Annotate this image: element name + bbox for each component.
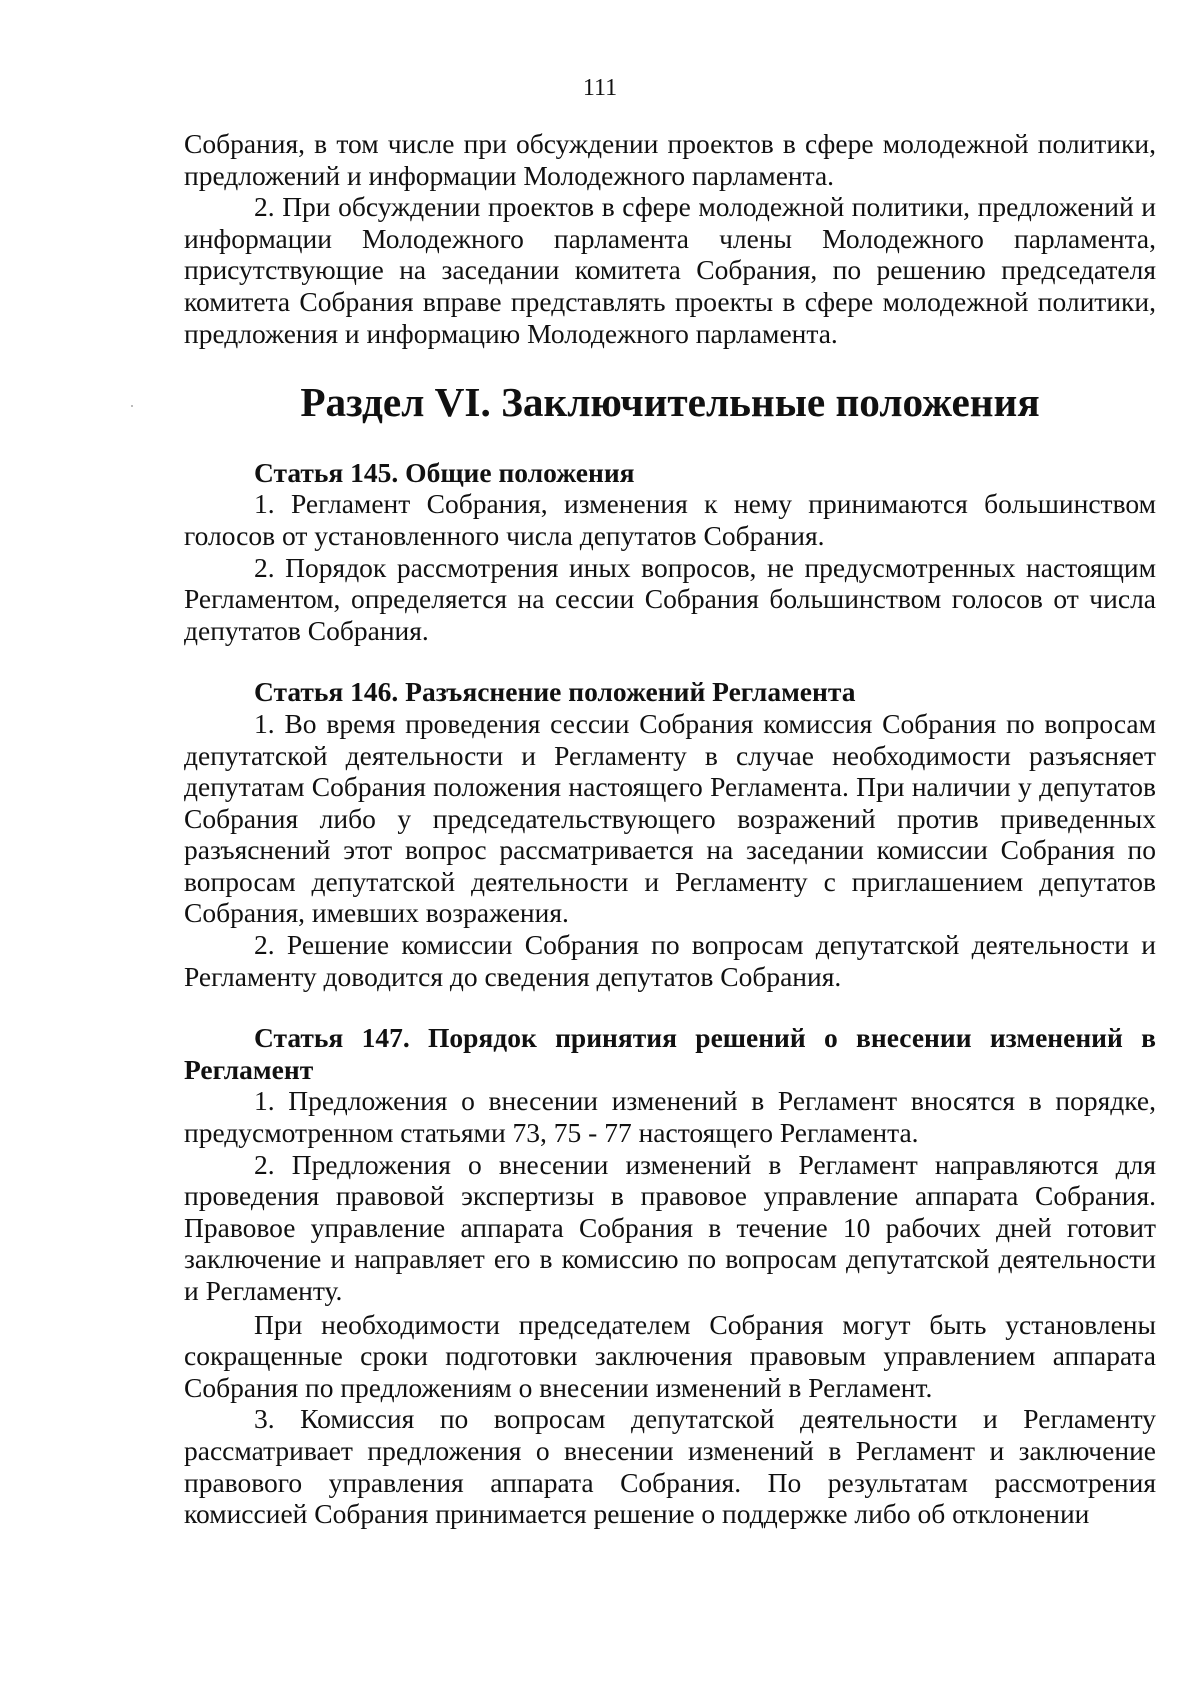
paragraph: При необходимости председателем Собрания могут быть установлены сокращенные сроки подготовки заключения правовым управлением аппарата Собрания по предложениям о внесении изменений в Регламент.	[184, 1308, 1156, 1403]
document-body	[184, 128, 1156, 1530]
section-heading: Раздел VI. Заключительные положения	[300, 379, 1040, 426]
paragraph: 2. Порядок рассмотрения иных вопросов, не предусмотренных настоящим Регламентом, определяется на сессии Собрания большинством голосов от числа депутатов Собрания.	[184, 551, 1156, 646]
spacer	[184, 646, 1156, 676]
paragraph: 2. Предложения о внесении изменений в Регламент направляются для проведения правовой экспертизы в правовое управление аппарата Собрания. Правовое управление аппарата Собрания в течение 10 рабочих дней готовит заключение и направляет его в комиссию по вопросам депутатской деятельности и Регламенту.	[184, 1148, 1156, 1306]
article-heading: Статья 146. Разъяснение положений Регламента	[254, 676, 856, 708]
page-number: 111	[582, 75, 618, 101]
article-146	[184, 676, 1156, 992]
article-heading: Статья 145. Общие положения	[254, 456, 635, 488]
paragraph: 3. Комиссия по вопросам депутатской деятельности и Регламенту рассматривает предложения о внесении изменений в Регламент и заключение правового управления аппарата Собрания. По результатам рассмотрения комиссией Собрания принимается решение о поддержке либо об отклонении	[184, 1403, 1156, 1530]
article-145	[184, 457, 1156, 647]
paragraph-continuation: Собрания, в том числе при обсуждении проектов в сфере молодежной политики, предложений и информации Молодежного парламента.	[184, 128, 1156, 191]
spacer	[184, 992, 1156, 1022]
paragraph: 1. Во время проведения сессии Собрания комиссия Собрания по вопросам депутатской деятельности и Регламенту в случае необходимости разъясняет депутатам Собрания положения настоящего Регламента. При наличии у депутатов Собрания либо у председательствующего возражений против приведенных разъяснений этот вопрос рассматривается на заседании комиссии Собрания по вопросам депутатской деятельности и Регламенту с приглашением депутатов Собрания, имевших возражения.	[184, 707, 1156, 929]
paragraph: 1. Регламент Собрания, изменения к нему принимаются большинством голосов от установленного числа депутатов Собрания.	[184, 488, 1156, 551]
paragraph-intro-2: 2. При обсуждении проектов в сфере молодежной политики, предложений и информации Молодежного парламента члены Молодежного парламента, присутствующие на заседании комитета Собрания, по решению председателя комитета Собрания вправе представлять проекты в сфере молодежной политики, предложения и информацию Молодежного парламента.	[184, 191, 1156, 349]
article-147	[184, 1022, 1156, 1530]
article-heading: Статья 147. Порядок принятия решений о внесении изменений в Регламент	[184, 1022, 1156, 1085]
paragraph: 2. Решение комиссии Собрания по вопросам депутатской деятельности и Регламенту доводится до сведения депутатов Собрания.	[184, 929, 1156, 992]
paragraph: 1. Предложения о внесении изменений в Регламент вносятся в порядке, предусмотренном статьями 73, 75 - 77 настоящего Регламента.	[184, 1085, 1156, 1149]
scan-speck	[131, 405, 133, 407]
